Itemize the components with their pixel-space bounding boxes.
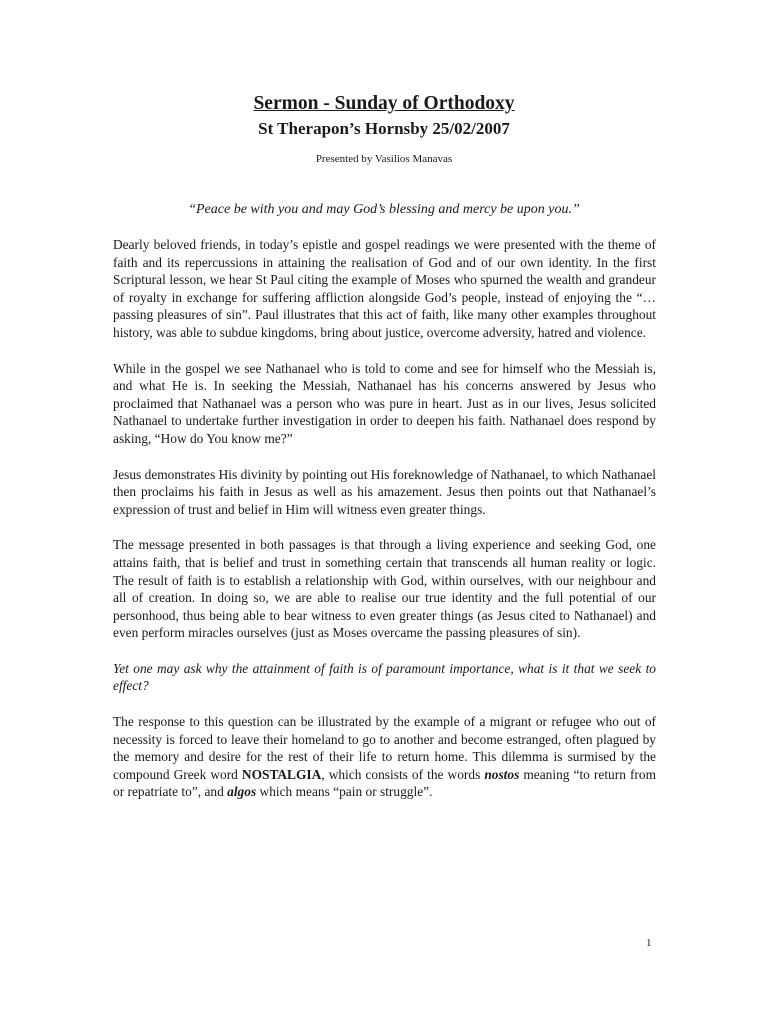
- paragraph-6-text-4: which means “pain or struggle”.: [256, 784, 433, 800]
- paragraph-4: The message presented in both passages is that through a living experience and seeking God, one attains faith, that is belief and trust in something certain that transcends all human reality or logic. The result of faith is to establish a relationship with God, within ourselves, with our neighbour and all of creation. In doing so, we are able to realise our true identity and the full potential of our personhood, thus being able to bear witness to even greater things (as Jesus cited to Nathanael) and even perform miracles ourselves (just as Moses overcame the passing pleasures of sin).: [113, 537, 656, 641]
- paragraph-6-text-2: , which consists of the words: [321, 766, 485, 782]
- nostos-term: nostos: [484, 766, 520, 782]
- document-title: Sermon - Sunday of Orthodoxy: [253, 93, 515, 114]
- document-subtitle: St Therapon’s Hornsby 25/02/2007: [258, 119, 510, 138]
- paragraph-6-text-3: meaning “to return from or repatriate to”, and: [113, 766, 656, 800]
- presenter-line: Presented by Vasilios Manavas: [315, 153, 453, 165]
- nostalgia-term: NOSTALGIA: [241, 766, 322, 782]
- sermon-body: [113, 236, 656, 819]
- question-paragraph: Yet one may ask why the attainment of faith is of paramount importance, what is it that we seek to effect?: [113, 660, 656, 694]
- greeting-quote: “Peace be with you and may God’s blessing and mercy be upon you.”: [188, 202, 580, 217]
- algos-term: algos: [227, 784, 257, 800]
- page-number: 1: [646, 937, 652, 949]
- paragraph-6: [113, 713, 656, 801]
- paragraph-3: Jesus demonstrates His divinity by pointing out His foreknowledge of Nathanael, to which Nathanael then proclaims his faith in Jesus as well as his amazement. Jesus then points out that Nathanael’s expression of trust and belief in Him will witness even greater things.: [113, 466, 656, 517]
- paragraph-6-text-1: The response to this question can be illustrated by the example of a migrant or refugee who out of necessity is forced to leave their homeland to go to another and become estranged, often plagued by the memory and desire for the rest of their life to return home. This dilemma is surmised by the compound Greek word: [113, 714, 656, 782]
- paragraph-1: Dearly beloved friends, in today’s epistle and gospel readings we were presented with the theme of faith and its repercussions in attaining the realisation of God and of our own identity. In the first Scriptural lesson, we hear St Paul citing the example of Moses who spurned the wealth and grandeur of royalty in exchange for suffering affliction alongside God’s people, instead of enjoying the “…passing pleasures of sin”. Paul illustrates that this act of faith, like many other examples throughout history, was able to subdue kingdoms, bring about justice, overcome adversity, hatred and violence.: [113, 237, 656, 340]
- paragraph-2: While in the gospel we see Nathanael who is told to come and see for himself who the Messiah is, and what He is. In seeking the Messiah, Nathanael has his concerns answered by Jesus who proclaimed that Nathanael was a person who was pure in heart. Just as in our lives, Jesus solicited Nathanael to undertake further investigation in order to deepen his faith. Nathanael does respond by asking, “How do You know me?”: [113, 360, 656, 446]
